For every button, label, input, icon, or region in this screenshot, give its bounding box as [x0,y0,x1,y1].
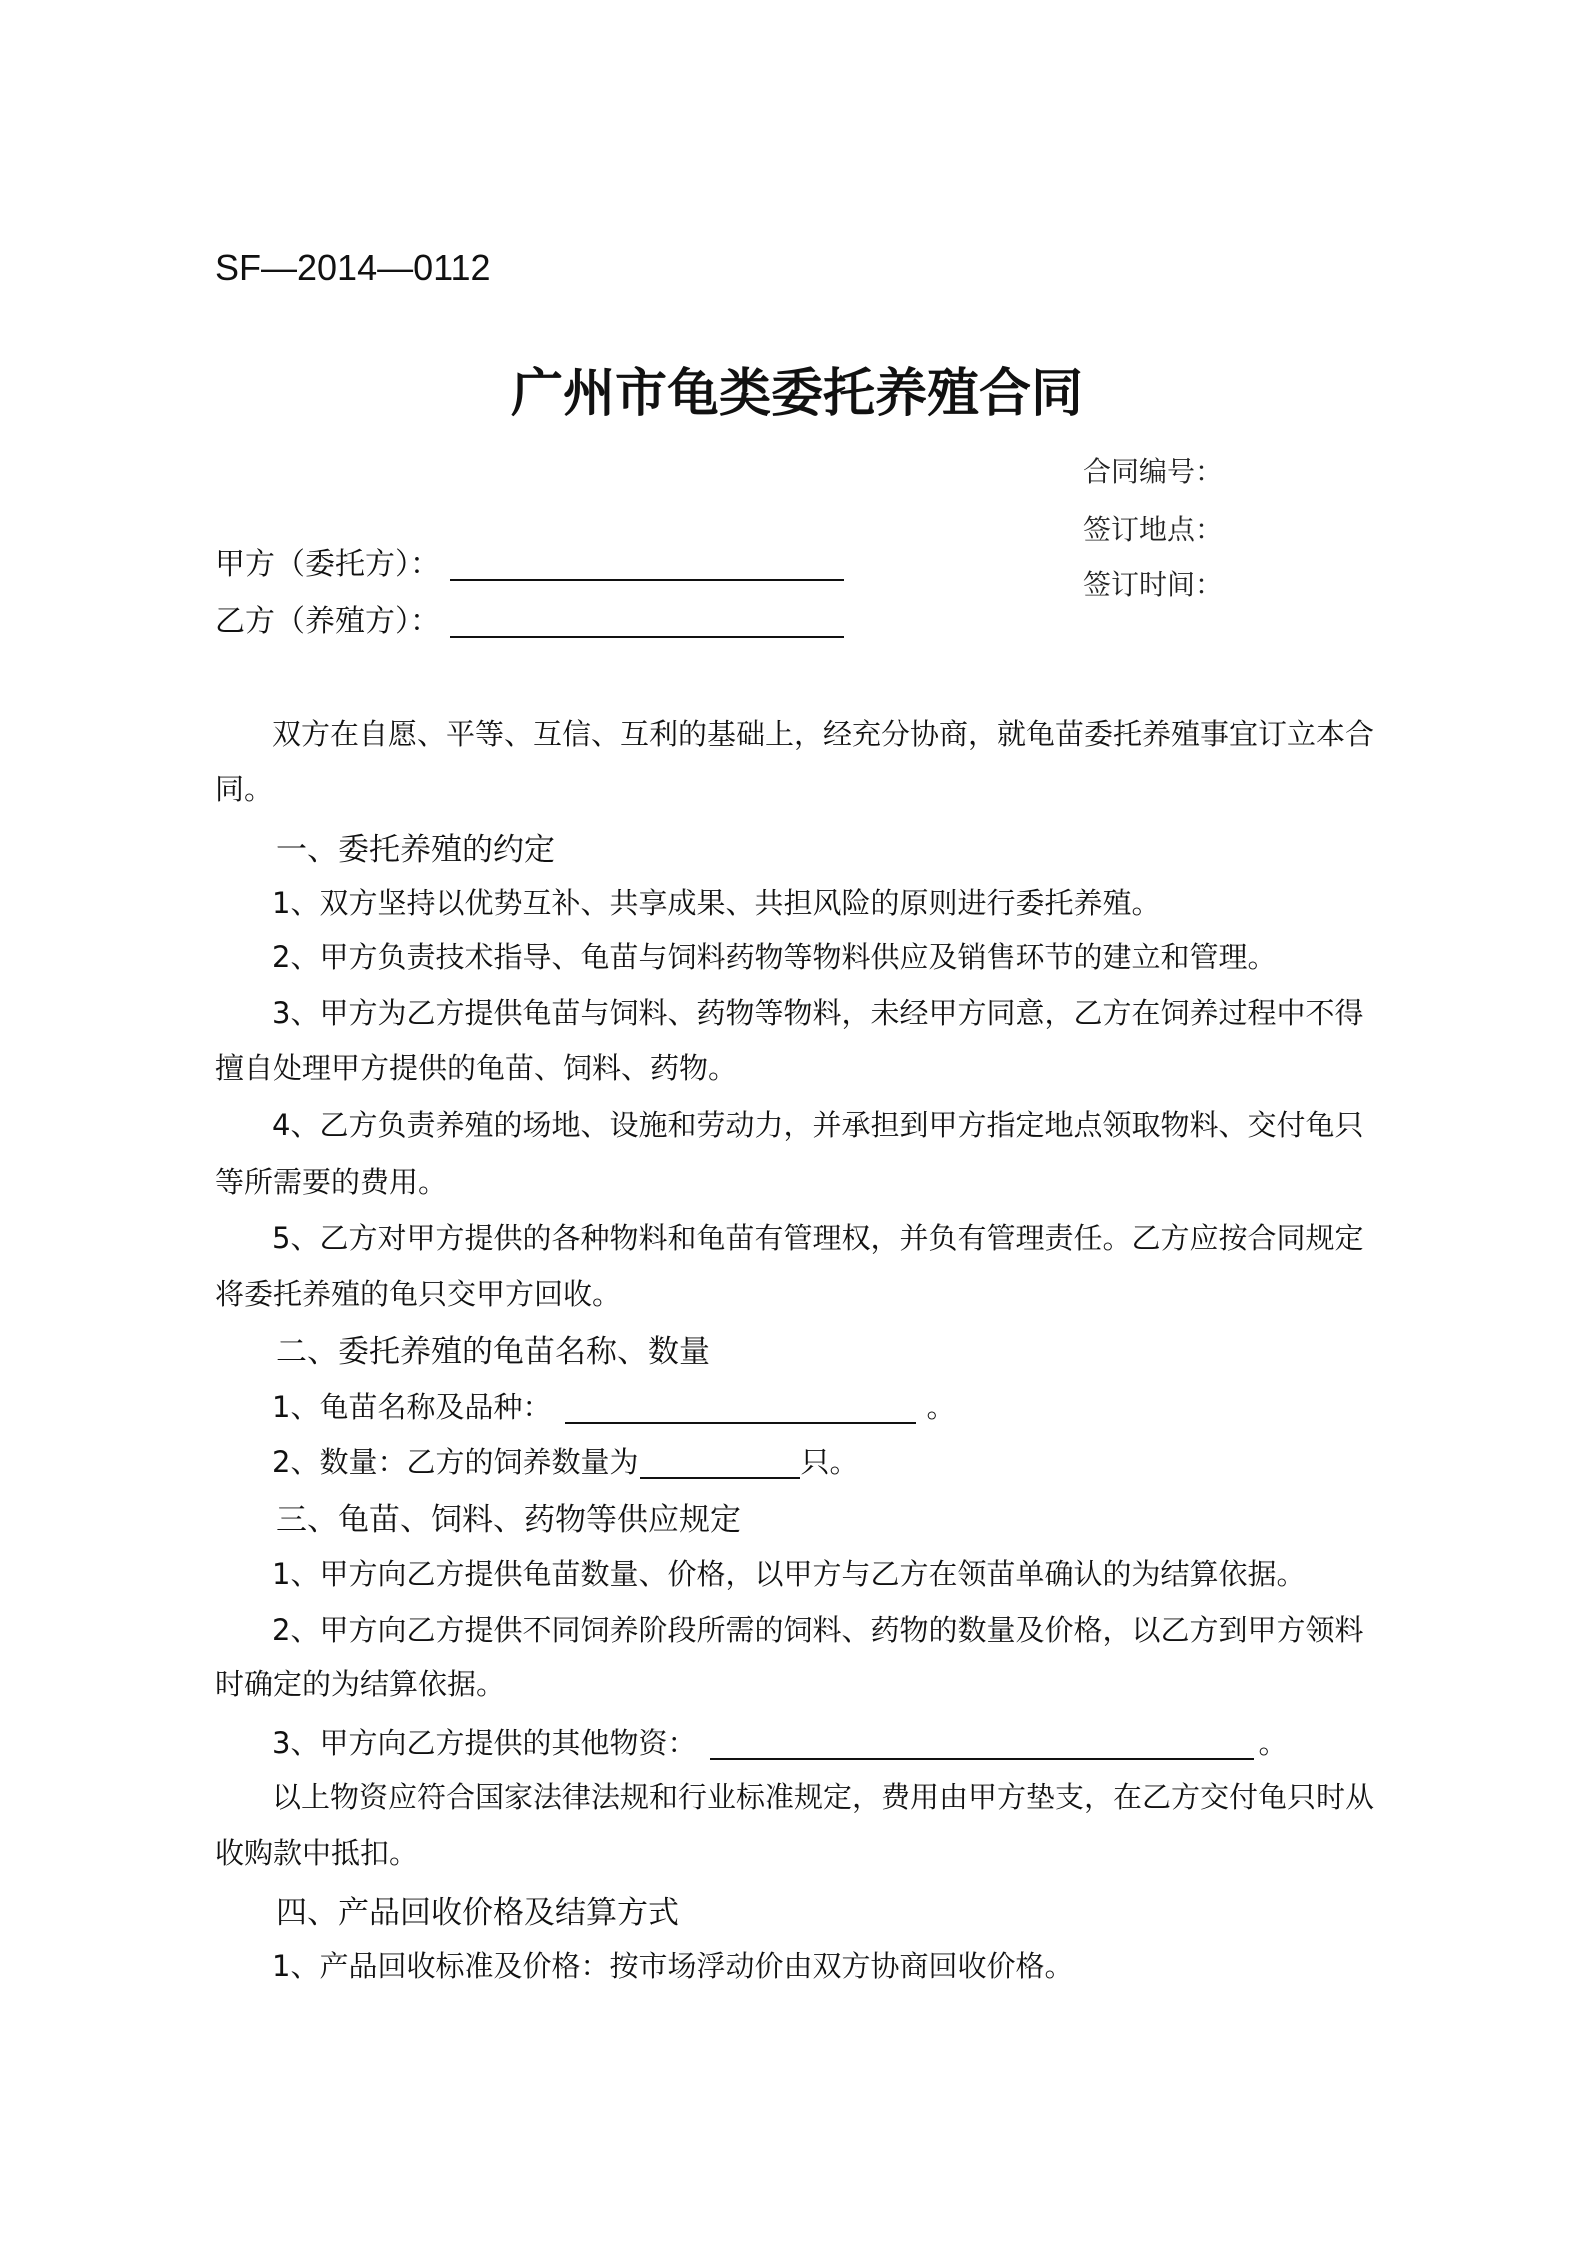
party-b-blank [450,636,844,638]
clause-line: 1、双方坚持以优势互补、共享成果、共担风险的原则进行委托养殖。 [272,886,1161,920]
section-heading-3: 三、龟苗、饲料、药物等供应规定 [276,1502,741,1538]
intro-line: 双方在自愿、平等、互信、互利的基础上，经充分协商，就龟苗委托养殖事宜订立本合 [272,717,1375,751]
species-field-line [272,1389,955,1425]
quantity-field-line [272,1444,858,1480]
party-b-label: 乙方（养殖方）： [215,604,440,639]
quantity-label: 2、数量：乙方的饲养数量为 [272,1445,639,1479]
clause-line: 擅自处理甲方提供的龟苗、饲料、药物。 [215,1051,738,1085]
clause-line: 收购款中抵扣。 [215,1836,419,1870]
clause-line: 1、甲方向乙方提供龟苗数量、价格，以甲方与乙方在领苗单确认的为结算依据。 [272,1557,1306,1591]
document-code: SF—2014—0112 [215,247,491,288]
party-a-blank [450,579,844,581]
quantity-suffix: 只。 [800,1445,859,1479]
section-heading-4: 四、产品回收价格及结算方式 [276,1895,679,1931]
clause-line: 2、甲方负责技术指导、龟苗与饲料药物等物料供应及销售环节的建立和管理。 [272,940,1277,974]
section-heading-1: 一、委托养殖的约定 [276,832,555,868]
other-supplies-label: 3、甲方向乙方提供的其他物资： [272,1726,697,1760]
species-label: 1、龟苗名称及品种： [272,1390,552,1424]
other-supplies-field-line [272,1725,1287,1761]
species-blank [565,1422,916,1424]
party-a-line [215,547,844,583]
clause-line: 以上物资应符合国家法律法规和行业标准规定，费用由甲方垫支，在乙方交付龟只时从 [272,1780,1375,1814]
contract-number-label: 合同编号： [1083,455,1224,488]
section-heading-2: 二、委托养殖的龟苗名称、数量 [276,1334,710,1370]
clause-line: 4、乙方负责养殖的场地、设施和劳动力，并承担到甲方指定地点领取物料、交付龟只 [272,1108,1364,1142]
other-supplies-blank [710,1758,1254,1760]
clause-line: 等所需要的费用。 [215,1165,448,1199]
party-a-label: 甲方（委托方）： [215,547,440,582]
other-supplies-suffix: 。 [1258,1726,1288,1760]
party-b-line [215,604,844,640]
quantity-blank [640,1477,800,1479]
clause-line: 5、乙方对甲方提供的各种物料和龟苗有管理权，并负有管理责任。乙方应按合同规定 [272,1221,1364,1255]
clause-line: 时确定的为结算依据。 [215,1667,506,1701]
clause-line: 1、产品回收标准及价格：按市场浮动价由双方协商回收价格。 [272,1949,1074,1983]
contract-title: 广州市龟类委托养殖合同 [510,364,1083,424]
signing-place-label: 签订地点： [1083,513,1224,546]
clause-line: 3、甲方为乙方提供龟苗与饲料、药物等物料，未经甲方同意，乙方在饲养过程中不得 [272,996,1364,1030]
clause-line: 将委托养殖的龟只交甲方回收。 [215,1277,622,1311]
clause-line: 2、甲方向乙方提供不同饲养阶段所需的饲料、药物的数量及价格，以乙方到甲方领料 [272,1613,1364,1647]
species-suffix: 。 [926,1390,956,1424]
intro-line: 同。 [215,772,274,806]
signing-time-label: 签订时间： [1083,568,1224,601]
